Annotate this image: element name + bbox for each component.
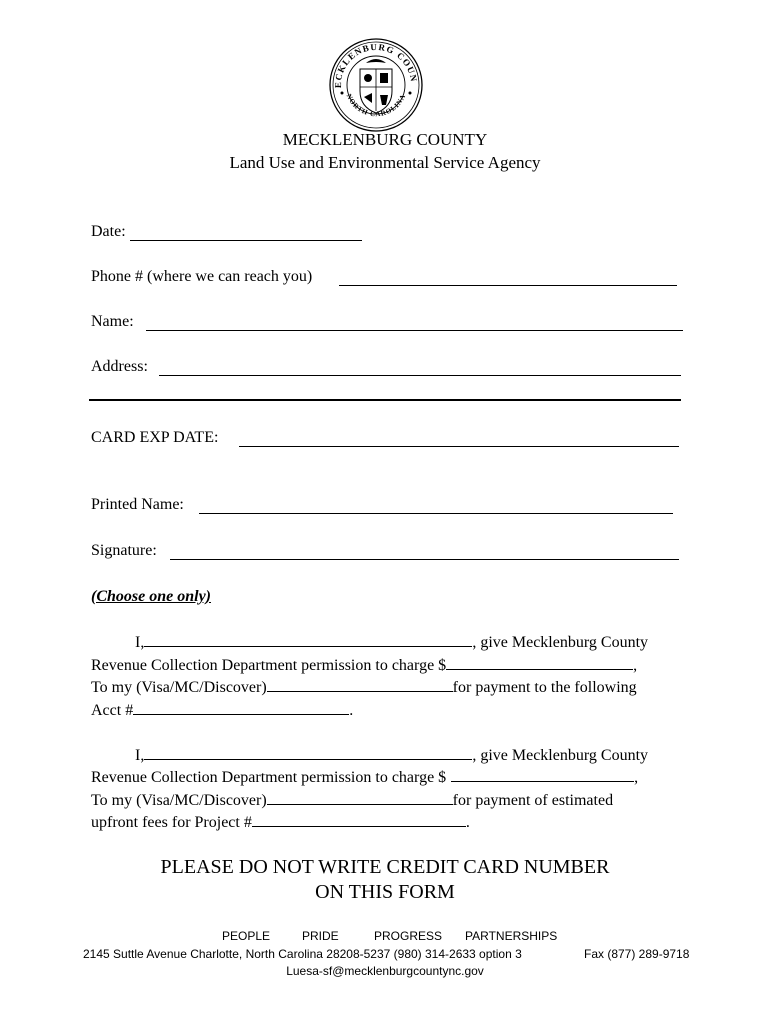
card-exp-field[interactable] — [239, 446, 679, 447]
option2-line3 — [91, 790, 613, 810]
card-exp-label: CARD EXP DATE: — [91, 429, 219, 446]
address-line-2[interactable] — [89, 399, 681, 401]
name-field[interactable] — [146, 330, 683, 331]
address-label: Address: — [91, 358, 148, 375]
option2-project-text: upfront fees for Project # — [91, 814, 252, 831]
option1-acct-text: Acct # — [91, 702, 134, 719]
option1-line4 — [91, 700, 353, 720]
motto-partnerships: PARTNERSHIPS — [465, 929, 558, 943]
seal-bottom-text: NORTH CAROLINA — [344, 92, 408, 119]
option1-period: . — [349, 702, 354, 719]
option1-line2 — [91, 655, 637, 675]
option2-amount-field[interactable] — [451, 767, 634, 782]
option2-period: . — [465, 814, 470, 831]
motto-pride: PRIDE — [302, 929, 339, 943]
phone-field[interactable] — [339, 285, 677, 286]
signature-field[interactable] — [170, 559, 679, 560]
name-label: Name: — [91, 313, 134, 330]
date-label: Date: — [91, 223, 126, 240]
option1-line1 — [135, 632, 648, 652]
option2-card-type-field[interactable] — [267, 790, 453, 805]
option2-give: , give Mecklenburg County — [472, 747, 649, 764]
option2-name-field[interactable] — [144, 745, 472, 760]
option2-line1 — [135, 745, 648, 765]
option1-line3 — [91, 677, 637, 697]
county-seal — [328, 37, 424, 133]
choose-one-instruction: (Choose one only) — [91, 588, 211, 605]
option2-i: I, — [135, 747, 145, 764]
option2-comma: , — [634, 769, 639, 786]
seal-ring-text: ECKLENBURG COUN — [332, 41, 420, 89]
phone-label: Phone # (where we can reach you) — [91, 268, 313, 285]
county-seal-graphic — [328, 37, 424, 133]
option2-card-text: To my (Visa/MC/Discover) — [91, 792, 267, 809]
option1-name-field[interactable] — [144, 632, 472, 647]
footer-email[interactable]: Luesa-sf@mecklenburgcountync.gov — [286, 964, 484, 978]
option2-charge-text: Revenue Collection Department permission to charge $ — [91, 769, 447, 786]
warning-line1: PLEASE DO NOT WRITE CREDIT CARD NUMBER — [160, 856, 610, 878]
date-field[interactable] — [130, 240, 362, 241]
printed-name-field[interactable] — [199, 513, 673, 514]
option1-acct-field[interactable] — [133, 700, 349, 715]
motto-progress: PROGRESS — [374, 929, 443, 943]
org-title: MECKLENBURG COUNTY — [282, 130, 488, 149]
printed-name-label: Printed Name: — [91, 496, 184, 513]
option2-line2 — [91, 767, 638, 787]
option1-comma: , — [633, 657, 638, 674]
warning-line2: ON THIS FORM — [315, 881, 455, 903]
option1-give: , give Mecklenburg County — [472, 634, 649, 651]
motto-people: PEOPLE — [222, 929, 271, 943]
option1-i: I, — [135, 634, 145, 651]
agency-title: Land Use and Environmental Service Agency — [229, 153, 541, 172]
option2-payment-text: for payment of estimated — [452, 792, 614, 809]
option1-payment-text: for payment to the following — [452, 679, 637, 696]
option1-card-type-field[interactable] — [267, 677, 453, 692]
address-field[interactable] — [159, 375, 681, 376]
footer-address: 2145 Suttle Avenue Charlotte, North Carolina 28208-5237 (980) 314-2633 option 3 — [83, 947, 522, 961]
svg-text:MECKLENBURG COUNTY — [328, 37, 419, 88]
footer-fax: Fax (877) 289-9718 — [584, 947, 690, 961]
option1-amount-field[interactable] — [446, 655, 633, 670]
signature-label: Signature: — [91, 542, 157, 559]
option2-project-field[interactable] — [252, 812, 466, 827]
option2-line4 — [91, 812, 470, 832]
option1-card-text: To my (Visa/MC/Discover) — [91, 679, 267, 696]
option1-charge-text: Revenue Collection Department permission to charge $ — [91, 657, 447, 674]
